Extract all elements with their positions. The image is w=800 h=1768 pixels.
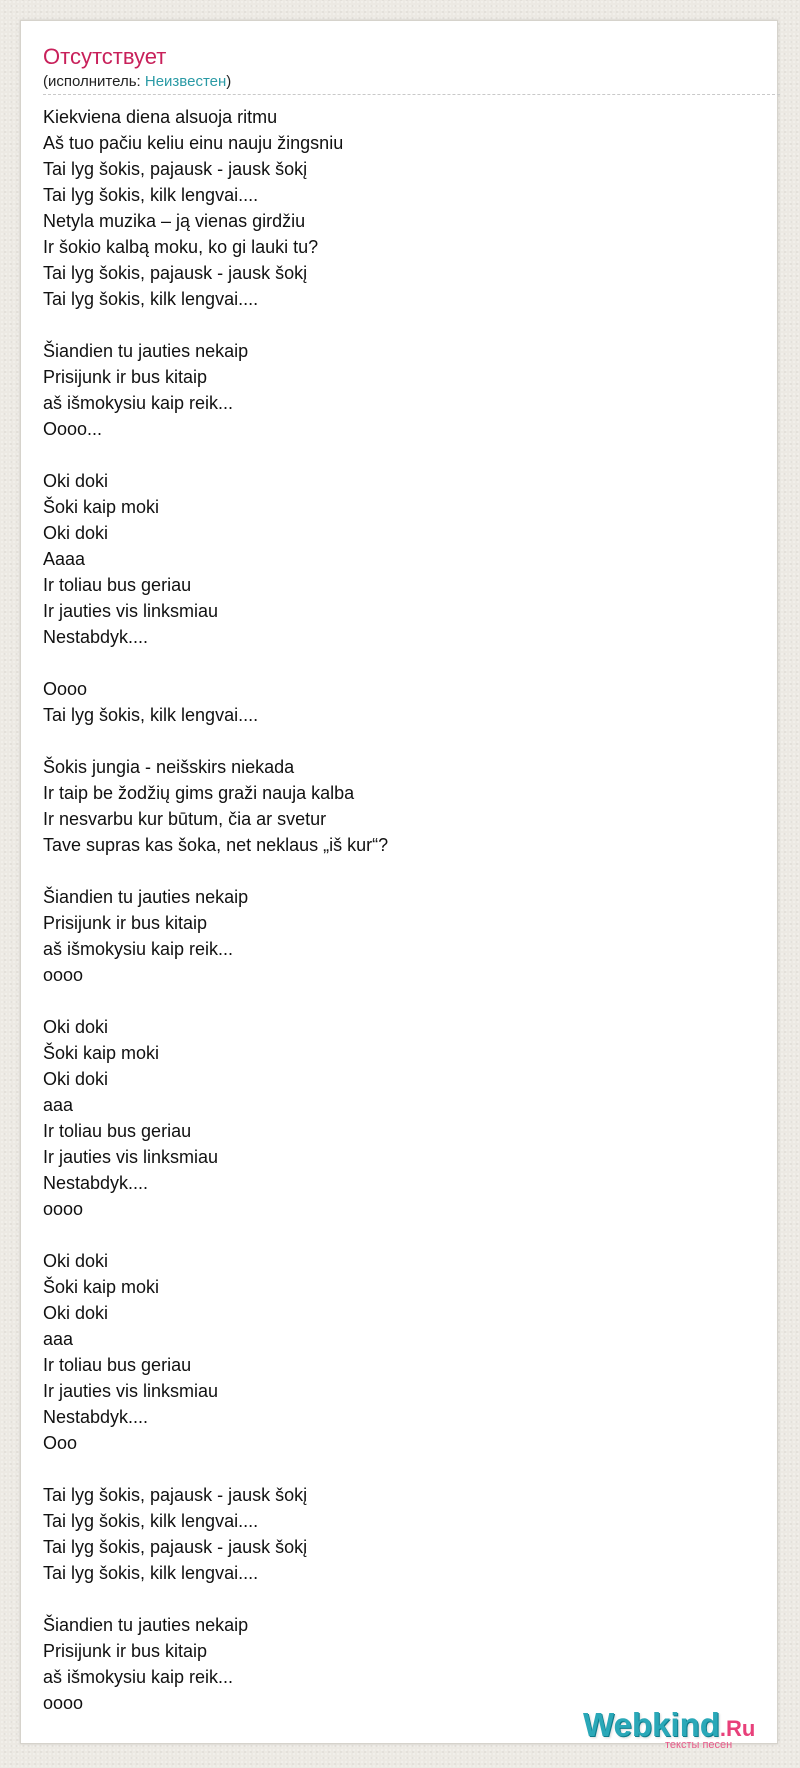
lyric-line: Tai lyg šokis, pajausk - jausk šokį: [43, 1485, 308, 1505]
lyric-line: Ir jauties vis linksmiau: [43, 1147, 219, 1167]
lyric-line: Ir šokio kalbą moku, ko gi lauki tu?: [43, 237, 319, 257]
stanza-gap: [43, 312, 763, 338]
lyric-line: Oki doki: [43, 1069, 109, 1089]
lyric-line: Kiekviena diena alsuoja ritmu: [43, 107, 278, 127]
artist-line: [43, 72, 231, 92]
stanza-gap: [43, 988, 763, 1014]
lyric-line: Šoki kaip moki: [43, 1277, 160, 1297]
lyric-line: Oki doki: [43, 1303, 109, 1323]
lyric-line: aš išmokysiu kaip reik...: [43, 939, 234, 959]
lyrics-body: [43, 104, 763, 1716]
lyric-line: Tai lyg šokis, kilk lengvai....: [43, 1563, 259, 1583]
lyric-line: Šokis jungia - neišskirs niekada: [43, 757, 295, 777]
lyric-line: Ir jauties vis linksmiau: [43, 601, 219, 621]
lyric-line: Aš tuo pačiu keliu einu nauju žingsniu: [43, 133, 344, 153]
lyric-line: Aaaa: [43, 549, 86, 569]
lyric-line: Prisijunk ir bus kitaip: [43, 1641, 208, 1661]
lyric-line: aš išmokysiu kaip reik...: [43, 1667, 234, 1687]
lyric-line: Ir toliau bus geriau: [43, 1355, 192, 1375]
lyric-line: Ir taip be žodžių gims graži nauja kalba: [43, 783, 355, 803]
lyric-line: Šiandien tu jauties nekaip: [43, 1615, 249, 1635]
lyric-line: Netyla muzika – ją vienas girdžiu: [43, 211, 306, 231]
stanza-gap: [43, 442, 763, 468]
lyric-line: Šiandien tu jauties nekaip: [43, 341, 249, 361]
stanza-gap: [43, 728, 763, 754]
lyric-line: Ir nesvarbu kur būtum, čia ar svetur: [43, 809, 327, 829]
lyric-line: Tai lyg šokis, kilk lengvai....: [43, 289, 259, 309]
stanza-gap: [43, 1586, 763, 1612]
lyric-line: Ir jauties vis linksmiau: [43, 1381, 219, 1401]
lyric-line: Šoki kaip moki: [43, 1043, 160, 1063]
lyric-line: Oooo...: [43, 419, 103, 439]
lyric-line: Tai lyg šokis, pajausk - jausk šokį: [43, 1537, 308, 1557]
logo-brand-text: Webkind: [583, 1706, 720, 1743]
lyric-line: Tai lyg šokis, kilk lengvai....: [43, 705, 259, 725]
lyric-line: aaa: [43, 1329, 74, 1349]
artist-suffix: ): [226, 73, 232, 90]
lyric-line: oooo: [43, 965, 84, 985]
lyric-line: Nestabdyk....: [43, 627, 149, 647]
lyric-line: Tave supras kas šoka, net neklaus „iš kur“?: [43, 835, 389, 855]
lyric-line: Tai lyg šokis, kilk lengvai....: [43, 185, 259, 205]
song-title: Отсутствует: [43, 44, 167, 69]
lyric-line: Oki doki: [43, 1251, 109, 1271]
lyric-line: Ir toliau bus geriau: [43, 1121, 192, 1141]
lyric-line: aš išmokysiu kaip reik...: [43, 393, 234, 413]
lyric-line: oooo: [43, 1199, 84, 1219]
lyrics-card: [20, 20, 778, 1751]
lyric-line: Prisijunk ir bus kitaip: [43, 913, 208, 933]
lyric-line: Šiandien tu jauties nekaip: [43, 887, 249, 907]
lyric-line: oooo: [43, 1693, 84, 1713]
lyric-line: Ir toliau bus geriau: [43, 575, 192, 595]
lyric-line: Oki doki: [43, 1017, 109, 1037]
stanza-gap: [43, 858, 763, 884]
logo-tagline: тексты песен: [665, 1739, 733, 1751]
lyric-line: Tai lyg šokis, pajausk - jausk šokį: [43, 159, 308, 179]
logo-tld-text: .Ru: [719, 1716, 756, 1741]
artist-link[interactable]: Неизвестен: [144, 73, 227, 90]
lyric-line: Tai lyg šokis, kilk lengvai....: [43, 1511, 259, 1531]
title-divider: [43, 94, 780, 95]
stanza-gap: [43, 650, 763, 676]
lyric-line: Nestabdyk....: [43, 1407, 149, 1427]
lyric-line: Prisijunk ir bus kitaip: [43, 367, 208, 387]
stanza-gap: [43, 1222, 763, 1248]
lyric-line: Oki doki: [43, 523, 109, 543]
lyric-line: aaa: [43, 1095, 74, 1115]
lyric-line: Oooo: [43, 679, 88, 699]
lyric-line: Ooo: [43, 1433, 78, 1453]
lyric-line: Oki doki: [43, 471, 109, 491]
stanza-gap: [43, 1456, 763, 1482]
lyric-line: Nestabdyk....: [43, 1173, 149, 1193]
webkind-logo: [583, 1707, 778, 1753]
lyric-line: Tai lyg šokis, pajausk - jausk šokį: [43, 263, 308, 283]
artist-prefix: (исполнитель:: [43, 73, 145, 90]
lyric-line: Šoki kaip moki: [43, 497, 160, 517]
